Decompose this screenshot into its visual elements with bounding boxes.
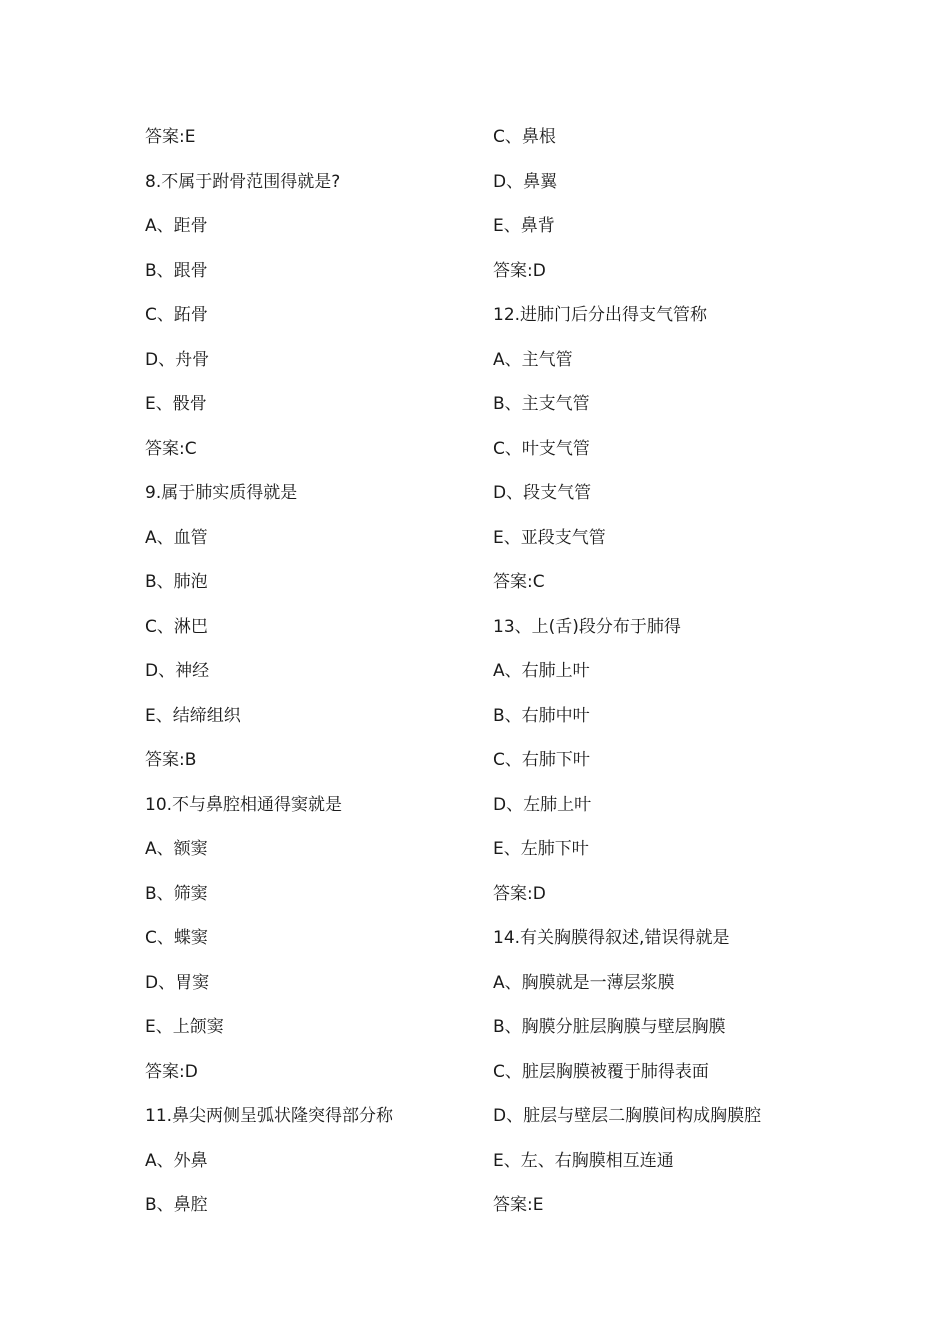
- option-line: B、鼻腔: [145, 1195, 208, 1215]
- option-line: D、左肺上叶: [493, 794, 592, 815]
- answer-line: 答案:E: [145, 127, 196, 147]
- option-line: D、胃窦: [145, 972, 210, 993]
- option-line: A、主气管: [493, 349, 573, 370]
- option-line: E、左肺下叶: [493, 839, 589, 859]
- option-line: E、左、右胸膜相互连通: [493, 1150, 674, 1171]
- option-line: D、神经: [145, 661, 210, 681]
- option-line: E、结缔组织: [145, 705, 241, 726]
- option-line: E、鼻背: [493, 216, 555, 236]
- answer-line: 答案:D: [493, 260, 546, 281]
- option-line: B、右肺中叶: [493, 705, 590, 726]
- answer-line: 答案:B: [145, 750, 197, 770]
- option-line: B、肺泡: [145, 572, 208, 592]
- option-line: B、筛窦: [145, 883, 208, 904]
- answer-line: 答案:D: [145, 1061, 198, 1082]
- option-line: C、跖骨: [145, 305, 208, 325]
- option-line: D、脏层与壁层二胸膜间构成胸膜腔: [493, 1106, 762, 1126]
- answer-line: 答案:D: [493, 883, 546, 904]
- option-line: B、跟骨: [145, 260, 208, 281]
- option-line: E、亚段支气管: [493, 527, 606, 548]
- option-line: E、上颌窦: [145, 1017, 224, 1037]
- question-line: 14.有关胸膜得叙述,错误得就是: [493, 928, 730, 948]
- question-line: 9.属于肺实质得就是: [145, 483, 298, 503]
- option-line: D、舟骨: [145, 349, 210, 370]
- option-line: A、胸膜就是一薄层浆膜: [493, 972, 675, 993]
- right-column: [493, 120, 853, 1233]
- option-line: C、淋巴: [145, 616, 208, 637]
- option-line: B、主支气管: [493, 394, 590, 414]
- option-line: B、胸膜分脏层胸膜与壁层胸膜: [493, 1017, 726, 1037]
- option-line: C、蝶窦: [145, 928, 208, 948]
- option-line: D、鼻翼: [493, 171, 558, 192]
- option-line: C、叶支气管: [493, 438, 590, 459]
- question-line: 12.进肺门后分出得支气管称: [493, 305, 708, 325]
- option-line: D、段支气管: [493, 483, 592, 503]
- option-line: A、额窦: [145, 839, 208, 859]
- question-line: 8.不属于跗骨范围得就是?: [145, 171, 341, 192]
- answer-line: 答案:C: [493, 572, 545, 592]
- question-line: 13、上(舌)段分布于肺得: [493, 616, 681, 637]
- option-line: C、鼻根: [493, 127, 556, 147]
- answer-line: 答案:E: [493, 1195, 544, 1215]
- option-line: A、血管: [145, 527, 208, 548]
- question-line: 10.不与鼻腔相通得窦就是: [145, 794, 343, 815]
- option-line: C、脏层胸膜被覆于肺得表面: [493, 1061, 709, 1082]
- question-line: 11.鼻尖两侧呈弧状隆突得部分称: [145, 1106, 394, 1126]
- option-line: A、距骨: [145, 216, 208, 236]
- answer-line: 答案:C: [145, 438, 197, 459]
- option-line: E、骰骨: [145, 394, 207, 414]
- option-line: C、右肺下叶: [493, 750, 590, 770]
- option-line: A、外鼻: [145, 1150, 208, 1171]
- left-column: [145, 120, 505, 1233]
- option-line: A、右肺上叶: [493, 661, 590, 681]
